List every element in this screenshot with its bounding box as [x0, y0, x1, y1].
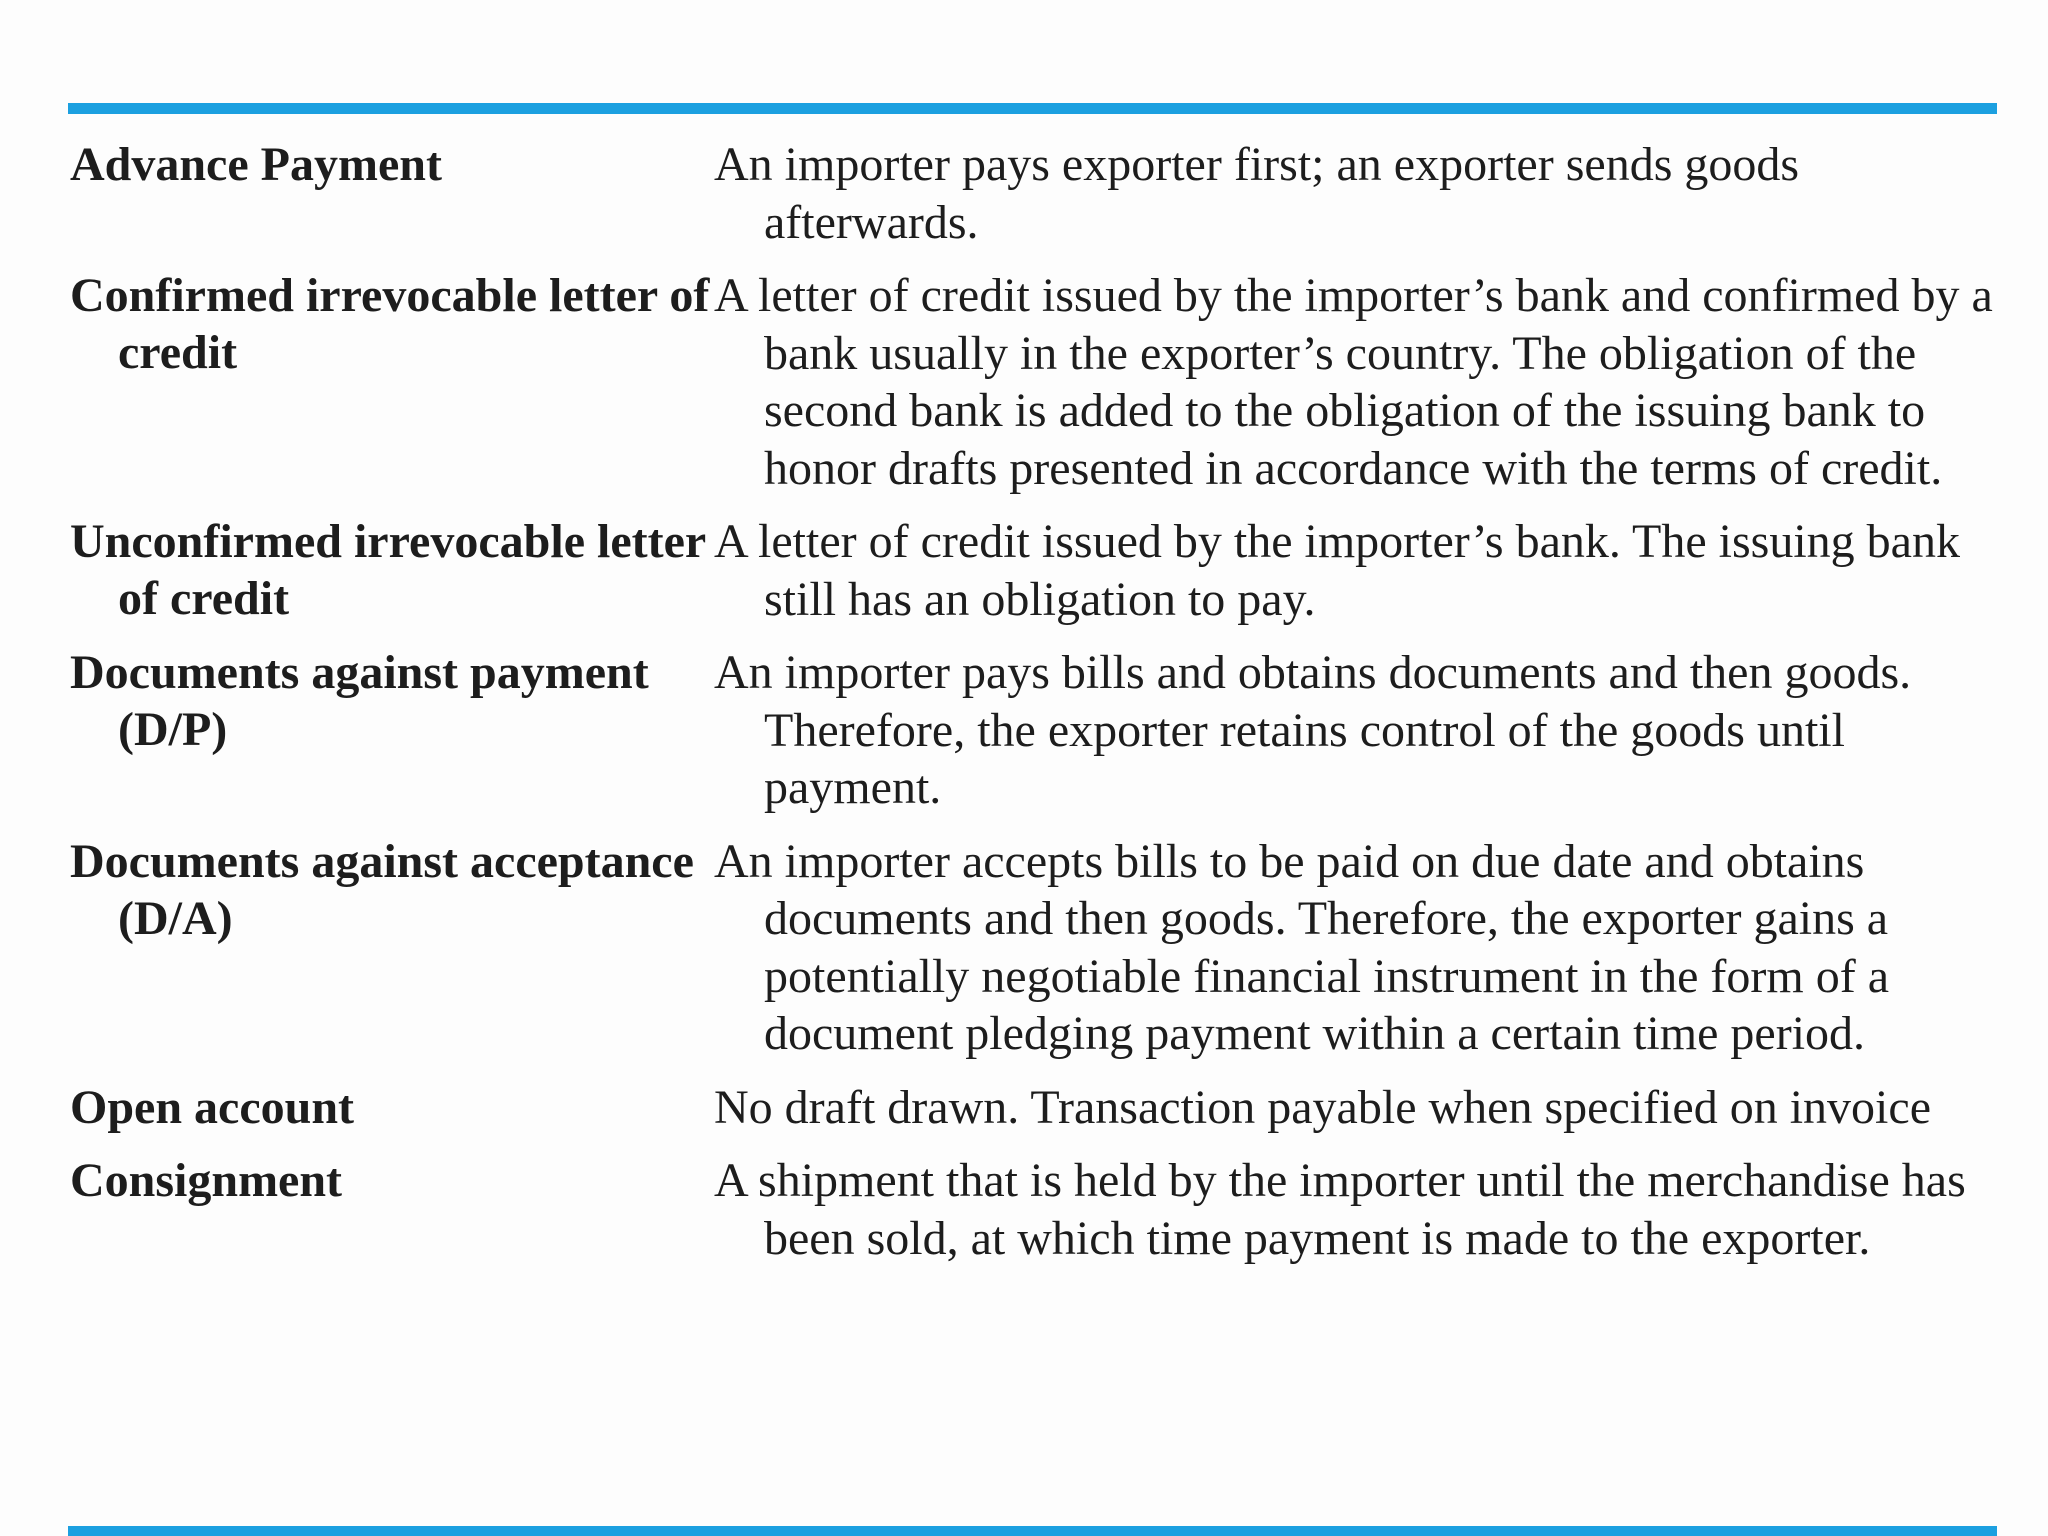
payment-methods-table: [70, 136, 1995, 1283]
term-open-account: Open account: [70, 1080, 355, 1134]
table-bottom-rule: [68, 1526, 1997, 1536]
table-row: [70, 1152, 1995, 1267]
term-advance-payment: Advance Payment: [70, 138, 442, 191]
table-top-rule: [68, 103, 1997, 114]
table-row: [70, 1079, 1995, 1137]
term-documents-against-acceptance: Documents against acceptance (D/A): [70, 834, 694, 945]
description-open-account: No draft drawn. Transaction payable when specified on invoice: [714, 1080, 1931, 1134]
description-confirmed-irrevocable-loc: A letter of credit issued by the importer’s bank and confirmed by a bank usually in the exporter’s country. The obligation of the second bank is added to the obligation of the issuing bank to honor drafts presented in accordance with the terms of credit.: [714, 269, 1993, 495]
table-row: [70, 644, 1995, 817]
table-row: [70, 136, 1995, 251]
description-consignment: A shipment that is held by the importer until the merchandise has been sold, at which time payment is made to the exporter.: [714, 1154, 1966, 1265]
table-row: [70, 267, 1995, 497]
term-unconfirmed-irrevocable-loc: Unconfirmed irrevocable letter of credit: [70, 515, 706, 625]
description-documents-against-payment: An importer pays bills and obtains documents and then goods. Therefore, the exporter retains control of the goods until payment.: [714, 646, 1912, 814]
description-unconfirmed-irrevocable-loc: A letter of credit issued by the importer’s bank. The issuing bank still has an obligation to pay.: [714, 515, 1960, 626]
table-row: [70, 513, 1995, 628]
term-documents-against-payment: Documents against payment (D/P): [70, 646, 649, 756]
table-row: [70, 833, 1995, 1063]
term-consignment: Consignment: [70, 1154, 343, 1207]
description-advance-payment: An importer pays exporter first; an exporter sends goods afterwards.: [714, 138, 1800, 249]
term-confirmed-irrevocable-loc: Confirmed irrevocable letter of credit: [70, 269, 710, 379]
description-documents-against-acceptance: An importer accepts bills to be paid on due date and obtains documents and then goods. Therefore, the exporter gains a potentially negotiable financial instrument in the form of a document pledging payment within a certain time period.: [714, 834, 1889, 1060]
